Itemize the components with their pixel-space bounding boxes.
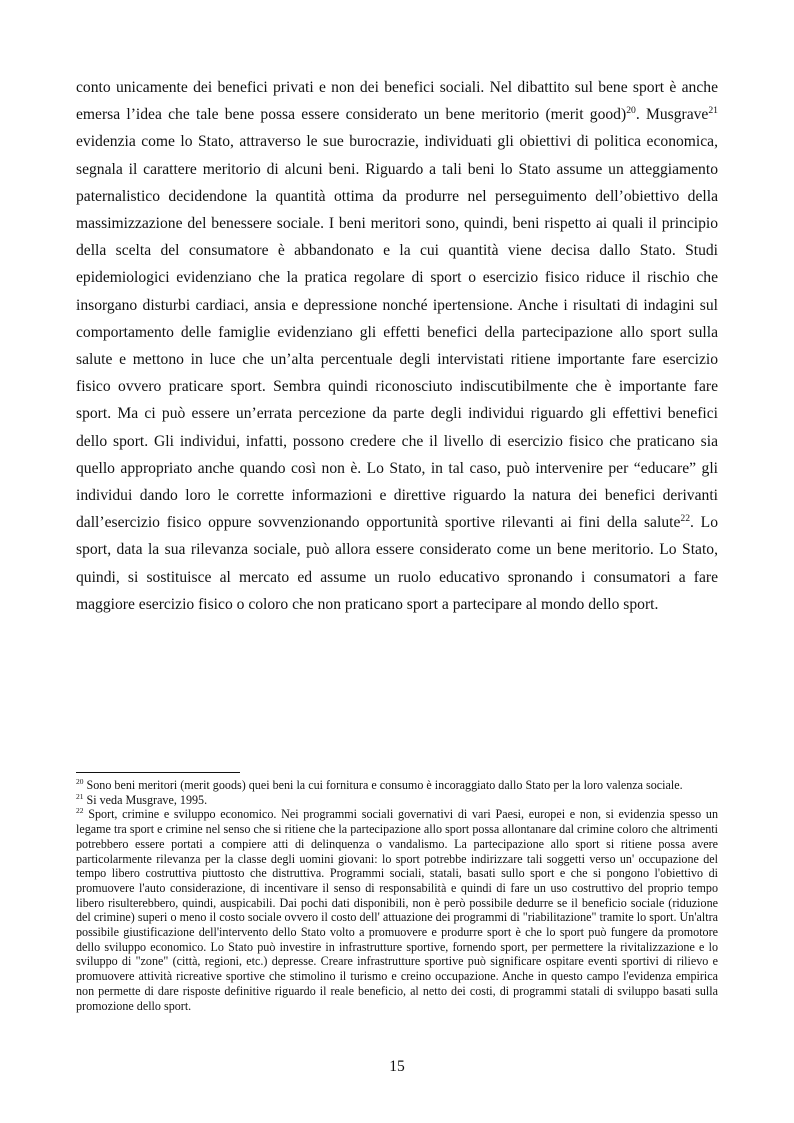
- footnote-separator: [76, 772, 240, 773]
- body-text-part-2: . Musgrave: [635, 106, 709, 124]
- footnote-text: Sport, crimine e sviluppo economico. Nei programmi sociali governativi di vari Paesi, europei e non, si evidenzia spesso un legame tra sport e crimine nel senso che si ritiene che la partecipazione allo sport possa allontanare dal crimine coloro che altrimenti potrebbero essere portati a compiere atti di delinquenza o vandalismo. La partecipazione allo sport si ritiene possa avere particolarmente rilevanza per la classe degli uomini giovani: lo sport potrebbe indirizzare tali soggetti verso un' occupazione del tempo libero costruttiva piuttosto che distruttiva. Programmi sociali, statali, basati sullo sport e che si pongono l'obiettivo di promuovere l'auto considerazione, di incentivare il senso di responsabilità e quindi di fare un uso costruttivo del proprio tempo libero risulterebbero, quindi, auspicabili. Dai pochi dati disponibili, non è però possibile dedurre se il beneficio sociale (riduzione del crimine) superi o meno il costo sociale ovvero il costo dell' attuazione dei programmi di "riabilitazione" tramite lo sport. Un'altra possibile giustificazione dell'intervento dello Stato volto a promuovere e produrre sport è che lo sport può fungere da promotore dello sviluppo economico. Lo Stato può investire in infrastrutture sportive, fornendo sport, per permettere la rivitalizzazione e lo sviluppo di "zone" (città, regioni, etc.) depresse. Creare infrastrutture sportive può significare ospitare eventi sportivi di rilievo e promuovere attività ricreative sportive che stimolino il turismo e creino occupazione. Anche in questo campo l'evidenza empirica non permette di dare risposte definitive riguardo il reale beneficio, al netto dei costi, di programmi statali di sviluppo basati sulla promozione dello sport.: [76, 807, 718, 1013]
- footnote-number: 20: [76, 776, 84, 786]
- footnotes: [76, 778, 718, 1013]
- footnote-text: Si veda Musgrave, 1995.: [83, 792, 208, 807]
- footnote-ref-20: 20: [626, 105, 636, 117]
- body-text-part-3: evidenzia come lo Stato, attraverso le sue burocrazie, individuati gli obiettivi di politica economica, segnala il carattere meritorio di alcuni beni. Riguardo a tali beni lo Stato assume un atteggiamento paternalistico decidendone la quantità ottima da produrre nel perseguimento dell’obiettivo della massimizzazione del benessere sociale. I beni meritori sono, quindi, beni rispetto ai quali il principio della scelta del consumatore è abbandonato e la cui quantità viene decisa dallo Stato. Studi epidemiologici evidenziano che la pratica regolare di sport o esercizio fisico riduce il rischio che insorgano disturbi cardiaci, ansia e depressione nonché ipertensione. Anche i risultati di indagini sul comportamento delle famiglie evidenziano gli effetti benefici della partecipazione allo sport sulla salute e mettono in luce che un’alta percentuale degli intervistati ritiene importante fare esercizio fisico ovvero praticare sport. Sembra quindi riconosciuto indiscutibilmente che è importante fare sport. Ma ci può essere un’errata percezione da parte degli individui riguardo gli effettivi benefici dello sport. Gli individui, infatti, possono credere che il livello di esercizio fisico che praticano sia quello appropriato anche quando così non è. Lo Stato, in tal caso, può intervenire per “educare” gli individui dando loro le corrette informazioni e direttive riguardo la natura dei benefici derivanti dall’esercizio fisico oppure sovvenzionando opportunità sportive rilevanti ai fini della salute: [76, 133, 718, 532]
- body-text-part-1: conto unicamente dei benefici privati e non dei benefici sociali. Nel dibattito sul bene sport è anche emersa l’idea che tale bene possa essere considerato un bene meritorio (merit good): [76, 79, 718, 124]
- footnote-ref-22: 22: [680, 513, 691, 525]
- footnote-21: [76, 793, 718, 808]
- footnote-22: [76, 807, 718, 1013]
- footnote-number: 22: [76, 806, 84, 816]
- footnote-text: Sono beni meritori (merit goods) quei beni la cui fornitura e consumo è incoraggiato dallo Stato per la loro valenza sociale.: [83, 778, 683, 792]
- footnote-20: [76, 778, 718, 793]
- page-number: 15: [389, 1058, 405, 1075]
- body-text-part-4: . Lo sport, data la sua rilevanza sociale, può allora essere considerato come un bene meritorio. Lo Stato, quindi, si sostituisce al mercato ed assume un ruolo educativo spronando i consumatori a fare maggiore esercizio fisico o coloro che non praticano sport a partecipare al mondo dello sport.: [76, 514, 718, 613]
- body-paragraph: [76, 74, 718, 618]
- footnote-number: 21: [76, 791, 84, 801]
- footnote-ref-21: 21: [708, 105, 718, 117]
